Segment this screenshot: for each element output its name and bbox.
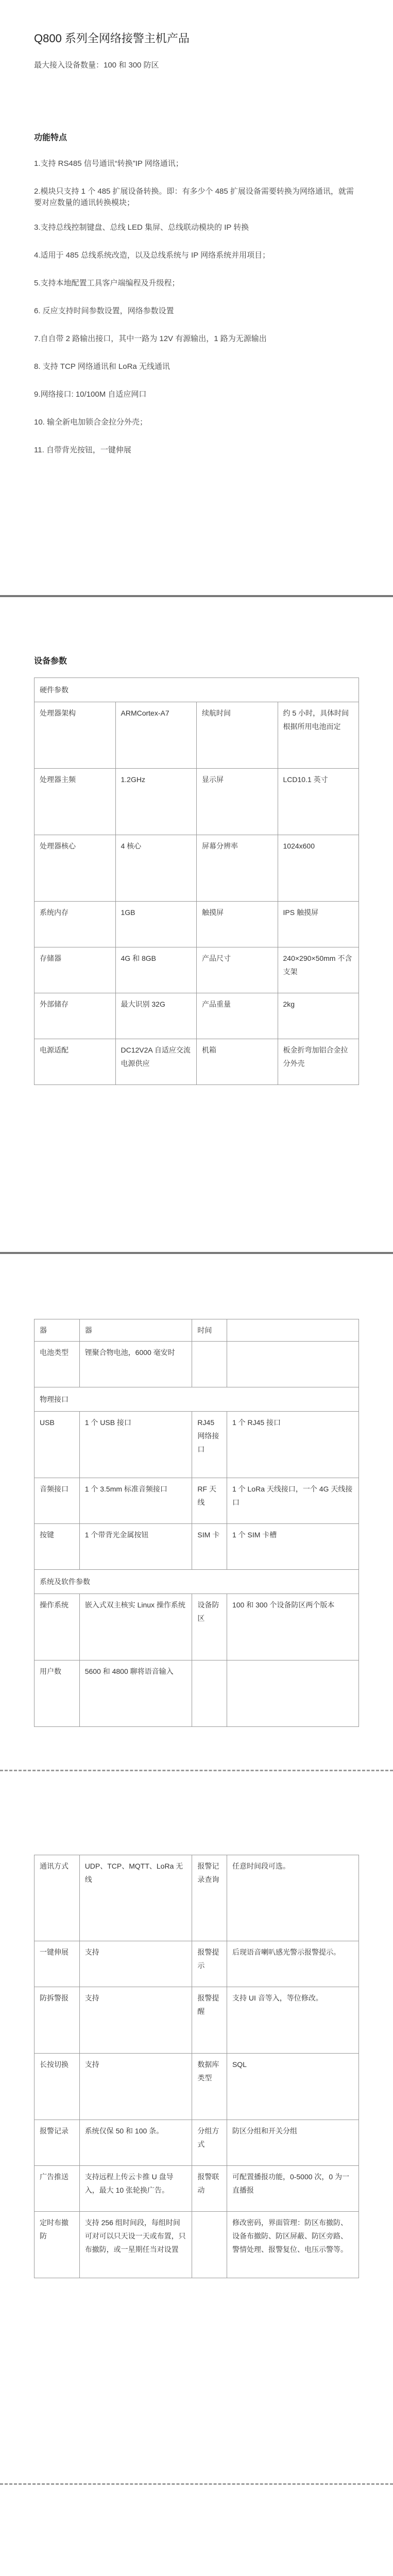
table-cell-label: USB (35, 1412, 80, 1478)
table-row (35, 835, 359, 902)
table-cell-value: 系统仅保 50 和 100 条。 (79, 2120, 192, 2166)
table-row (35, 1342, 359, 1387)
feature-item: 9.网络接口: 10/100M 自适应网口 (34, 390, 147, 399)
table-cell-value: 支持 (79, 1941, 192, 1987)
spec-heading: 设备参数 (34, 657, 67, 666)
table-cell-label: 器 (35, 1319, 80, 1342)
table-row (35, 1039, 359, 1085)
table-cell-label: 外部储存 (35, 993, 116, 1039)
section-divider (0, 1770, 393, 1771)
table-cell-value (227, 1660, 358, 1727)
table-cell-label: 触摸屏 (197, 902, 278, 947)
table-cell-value: 4G 和 8GB (115, 947, 197, 993)
table-cell-value: 支持 256 组时间段，每组时间可对可以只天设一天或布置，只布撤防，或一星期任当对设置 (79, 2212, 192, 2278)
table-row (35, 1855, 359, 1941)
table-cell-value: 后现语音喇叭感光警示报警提示。 (227, 1941, 358, 1987)
table-cell-label: 通讯方式 (35, 1855, 80, 1941)
spec-section-2 (0, 1319, 393, 1727)
table-cell-label: 一键伸展 (35, 1941, 80, 1987)
table-cell-value: UDP、TCP、MQTT、LoRa 无线 (79, 1855, 192, 1941)
table-row (35, 993, 359, 1039)
table-cell-label: 报警联动 (192, 2166, 227, 2212)
features-heading: 功能特点 (34, 133, 67, 142)
table-cell-label: 处理器架构 (35, 702, 116, 769)
feature-item: 6. 反应支持时间参数设置，网络参数设置 (34, 307, 174, 315)
table-cell-value: 1 个 3.5mm 标准音频接口 (79, 1478, 192, 1524)
table-cell-value: 支持远程上传云卡推 U 盘导入，最大 10 张轮换广告。 (79, 2166, 192, 2212)
table-cell-value: 100 和 300 个设备防区两个版本 (227, 1594, 358, 1660)
table-group-label: 硬件参数 (35, 678, 359, 702)
product-title: Q800 系列全网络接警主机产品 (34, 32, 190, 45)
table-cell-label: RJ45 网络接口 (192, 1412, 227, 1478)
table-cell-value: 支持 (79, 1987, 192, 2054)
table-cell-value: 最大识别 32G (115, 993, 197, 1039)
product-subtitle: 最大接入设备数量：100 和 300 防区 (34, 61, 159, 70)
table-cell-label: 产品尺寸 (197, 947, 278, 993)
table-row (35, 1478, 359, 1524)
table-row (35, 1570, 359, 1594)
table-cell-value: 1 个 RJ45 接口 (227, 1412, 358, 1478)
table-cell-value: DC12V2A 自适应交流电源供应 (115, 1039, 197, 1085)
table-cell-value: 1.2GHz (115, 769, 197, 835)
table-cell-value: SQL (227, 2054, 358, 2120)
table-cell-value: 4 核心 (115, 835, 197, 902)
table-group-label: 物理接口 (35, 1387, 359, 1412)
table-cell-value: 修改密码，界面管理：防区布撤防、设备布撤防、防区屏蔽、防区旁路、警情处理、报警复位、电压示警等。 (227, 2212, 358, 2278)
feature-item: 7.自自带 2 路输出接口，其中一路为 12V 有源输出，1 路为无源输出 (34, 334, 267, 343)
table-cell-label: 操作系统 (35, 1594, 80, 1660)
table-cell-value: 器 (79, 1319, 192, 1342)
table-cell-value (227, 1319, 358, 1342)
table-row (35, 1524, 359, 1570)
table-cell-label: 报警提示 (192, 1941, 227, 1987)
table-cell-value: 2kg (278, 993, 359, 1039)
table-cell-value: 1 个 USB 接口 (79, 1412, 192, 1478)
feature-item: 2.模块只支持 1 个 485 扩展设备转换。即：有多少个 485 扩展设备需要转换为网络通讯，就需要对应数量的通讯转换模块； (34, 187, 354, 207)
table-cell-label: 设备防区 (192, 1594, 227, 1660)
table-row (35, 1941, 359, 1987)
feature-item: 3.支持总线控制键盘、总线 LED 集屏、总线联动模块的 IP 转换 (34, 223, 249, 232)
section-divider (0, 2483, 393, 2485)
table-cell-value: 1 个带背光金属按钮 (79, 1524, 192, 1570)
table-cell-value: LCD10.1 英寸 (278, 769, 359, 835)
table-cell-label: 长按切换 (35, 2054, 80, 2120)
features-list (34, 158, 359, 456)
table-cell-label: 定时布撤防 (35, 2212, 80, 2278)
table-cell-value: 1 个 SIM 卡槽 (227, 1524, 358, 1570)
table-row (35, 1387, 359, 1412)
table-row (35, 1594, 359, 1660)
section-divider (0, 1252, 393, 1254)
table-cell-label: 显示屏 (197, 769, 278, 835)
table-cell-value: IPS 触摸屏 (278, 902, 359, 947)
table-row (35, 2212, 359, 2278)
product-intro-section (0, 30, 393, 472)
spec-table-software (34, 1855, 359, 2278)
table-cell-label (192, 2212, 227, 2278)
table-cell-label: 电池类型 (35, 1342, 80, 1387)
table-cell-label: SIM 卡 (192, 1524, 227, 1570)
feature-item: 11. 自带背光按钮，一键伸展 (34, 446, 131, 454)
table-group-label: 系统及软件参数 (35, 1570, 359, 1594)
spec-table-interfaces (34, 1319, 359, 1727)
feature-item: 4.适用于 485 总线系统改造，以及总线系统与 IP 网络系统并用项目； (34, 251, 270, 260)
table-row (35, 902, 359, 947)
table-cell-label: 续航时间 (197, 702, 278, 769)
spec-section-3 (0, 1855, 393, 2278)
table-cell-value: 支持 (79, 2054, 192, 2120)
table-cell-label: 广告推送 (35, 2166, 80, 2212)
table-cell-value: 锂聚合物电池，6000 毫安时 (79, 1342, 192, 1387)
table-row (35, 1660, 359, 1727)
table-cell-label: 按键 (35, 1524, 80, 1570)
table-row (35, 1412, 359, 1478)
table-row (35, 2054, 359, 2120)
feature-item: 10. 输全新电加锁合金拉分外壳； (34, 418, 148, 427)
table-cell-value: 1024x600 (278, 835, 359, 902)
table-cell-label: RF 天线 (192, 1478, 227, 1524)
spec-section-1 (0, 654, 393, 1085)
spec-table-hardware (34, 677, 359, 1085)
table-cell-label (192, 1660, 227, 1727)
table-row (35, 769, 359, 835)
table-cell-value: 任意时间段可选。 (227, 1855, 358, 1941)
table-cell-label: 屏幕分辨率 (197, 835, 278, 902)
table-cell-label: 电源适配 (35, 1039, 116, 1085)
table-cell-value: 1GB (115, 902, 197, 947)
table-cell-label: 报警记录 (35, 2120, 80, 2166)
table-cell-label: 机箱 (197, 1039, 278, 1085)
table-cell-label: 防拆警报 (35, 1987, 80, 2054)
table-cell-value: 可配置播报功能，0-5000 次，0 为一直播报 (227, 2166, 358, 2212)
table-cell-label: 报警记录查询 (192, 1855, 227, 1941)
table-cell-value: 240×290×50mm 不含支架 (278, 947, 359, 993)
table-cell-value: 板金折弯加铝合金拉分外壳 (278, 1039, 359, 1085)
table-cell-label: 用户数 (35, 1660, 80, 1727)
table-cell-label: 系统内存 (35, 902, 116, 947)
table-cell-label: 报警提醒 (192, 1987, 227, 2054)
feature-item: 5.支持本地配置工具客户端编程及升级程； (34, 279, 180, 287)
table-row (35, 1319, 359, 1342)
table-row (35, 2120, 359, 2166)
table-cell-label: 数据库类型 (192, 2054, 227, 2120)
table-cell-label: 产品重量 (197, 993, 278, 1039)
table-row (35, 2166, 359, 2212)
feature-item: 8. 支持 TCP 网络通讯和 LoRa 无线通讯 (34, 362, 170, 371)
table-row (35, 678, 359, 702)
table-cell-value (227, 1342, 358, 1387)
table-cell-label: 处理器主频 (35, 769, 116, 835)
table-cell-label: 时间 (192, 1319, 227, 1342)
feature-item: 1.支持 RS485 信号通讯“转换”IP 网络通讯； (34, 159, 183, 168)
table-cell-label: 分组方式 (192, 2120, 227, 2166)
table-row (35, 702, 359, 769)
table-row (35, 1987, 359, 2054)
table-cell-label: 音频接口 (35, 1478, 80, 1524)
section-divider (0, 595, 393, 597)
table-cell-label: 存储器 (35, 947, 116, 993)
table-cell-label: 处理器核心 (35, 835, 116, 902)
table-cell-value: 嵌入式双主核实 Linux 操作系统 (79, 1594, 192, 1660)
table-cell-value: 约 5 小时，具体时间根据所用电池而定 (278, 702, 359, 769)
table-row (35, 947, 359, 993)
table-cell-value: 防区分组和开关分组 (227, 2120, 358, 2166)
table-cell-value: 1 个 LoRa 天线接口，一个 4G 天线接口 (227, 1478, 358, 1524)
table-cell-label (192, 1342, 227, 1387)
table-cell-value: ARMCortex-A7 (115, 702, 197, 769)
table-cell-value: 支持 UI 音等入，等位修改。 (227, 1987, 358, 2054)
table-cell-value: 5600 和 4800 聊将语音输入 (79, 1660, 192, 1727)
